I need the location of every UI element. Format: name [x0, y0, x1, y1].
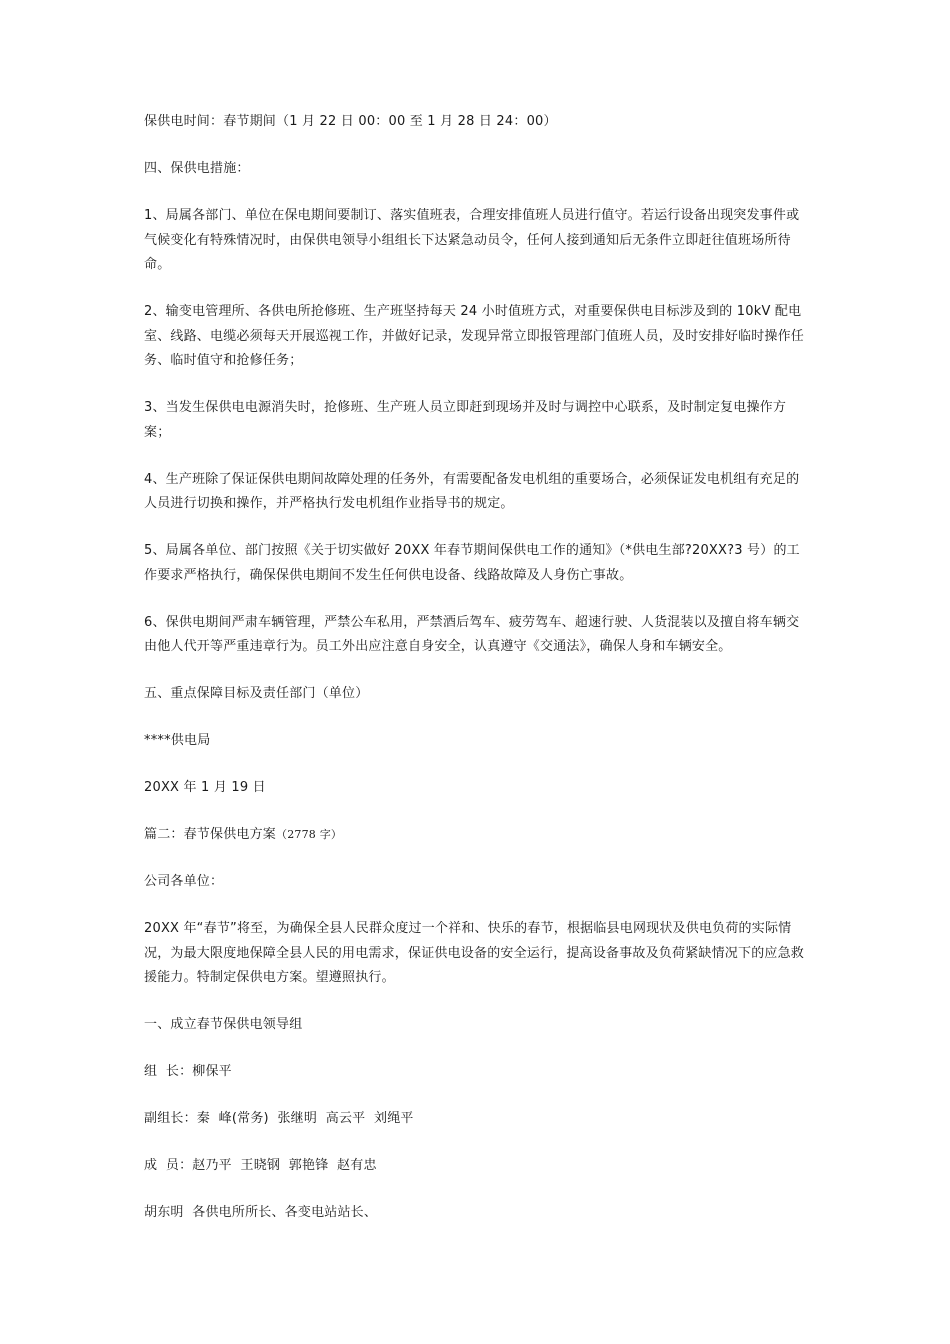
- section2-word-count: （2778 字）: [276, 828, 343, 841]
- members-continued-line: 胡东明 各供电所所长、各变电站站长、: [144, 1205, 378, 1220]
- section-heading-leadership: 一、成立春节保供电领导组: [144, 1017, 303, 1032]
- section-heading-measures: 四、保供电措施：: [144, 161, 250, 176]
- issuer-name: ****供电局: [144, 733, 211, 748]
- intro-paragraph: 20XX 年“春节”将至，为确保全县人民群众度过一个祥和、快乐的春节，根据临县电网现状及供电负荷的实际情况，为最大限度地保障全县人民的用电需求，保证供电设备的安全运行，提高设备事故及负荷紧缺情况下的应急救援能力。特制定保供电方案。望遵照执行。: [144, 921, 805, 985]
- measure-item-5: 5、局属各单位、部门按照《关于切实做好 20XX 年春节期间保供电工作的通知》（*供电生部?20XX?3 号）的工作要求严格执行，确保保供电期间不发生任何供电设备、线路故障及人身伤亡事故。: [144, 543, 800, 583]
- section-heading-targets: 五、重点保障目标及责任部门（单位）: [144, 686, 369, 701]
- section2-title-line: [144, 823, 810, 848]
- issue-date: 20XX 年 1 月 19 日: [144, 780, 266, 795]
- supply-period-text: 保供电时间：春节期间（1 月 22 日 00：00 至 1 月 28 日 24：00）: [144, 114, 557, 129]
- deputy-leader-line: 副组长：秦 峰(常务) 张继明 高云平 刘绳平: [144, 1111, 414, 1126]
- section2-title: 篇二：春节保供电方案: [144, 827, 277, 842]
- measure-item-4: 4、生产班除了保证保供电期间故障处理的任务外，有需要配备发电机组的重要场合，必须保证发电机组有充足的人员进行切换和操作，并严格执行发电机组作业指导书的规定。: [144, 471, 800, 511]
- measure-item-3: 3、当发生保供电电源消失时，抢修班、生产班人员立即赶到现场并及时与调控中心联系，及时制定复电操作方案；: [144, 400, 787, 440]
- measure-item-1: 1、局属各部门、单位在保电期间要制订、落实值班表，合理安排值班人员进行值守。若运行设备出现突发事件或气候变化有特殊情况时，由保供电领导小组组长下达紧急动员令，任何人接到通知后无条件立即赶往值班场所待命。: [144, 208, 800, 272]
- salutation: 公司各单位：: [144, 874, 224, 889]
- measure-item-2: 2、输变电管理所、各供电所抢修班、生产班坚持每天 24 小时值班方式，对重要保供电目标涉及到的 10kV 配电室、线路、电缆必须每天开展巡视工作，并做好记录，发现异常立即报管理部门值班人员，及时安排好临时操作任务、临时值守和抢修任务；: [144, 304, 805, 368]
- measure-item-6: 6、保供电期间严肃车辆管理，严禁公车私用，严禁酒后驾车、疲劳驾车、超速行驶、人货混装以及擅自将车辆交由他人代开等严重违章行为。员工外出应注意自身安全，认真遵守《交通法》，确保人身和车辆安全。: [144, 614, 800, 654]
- document-page: [144, 110, 810, 1248]
- members-line: 成 员：赵乃平 王晓钢 郭艳锋 赵有忠: [144, 1158, 377, 1173]
- leader-line: 组 长：柳保平: [144, 1064, 232, 1079]
